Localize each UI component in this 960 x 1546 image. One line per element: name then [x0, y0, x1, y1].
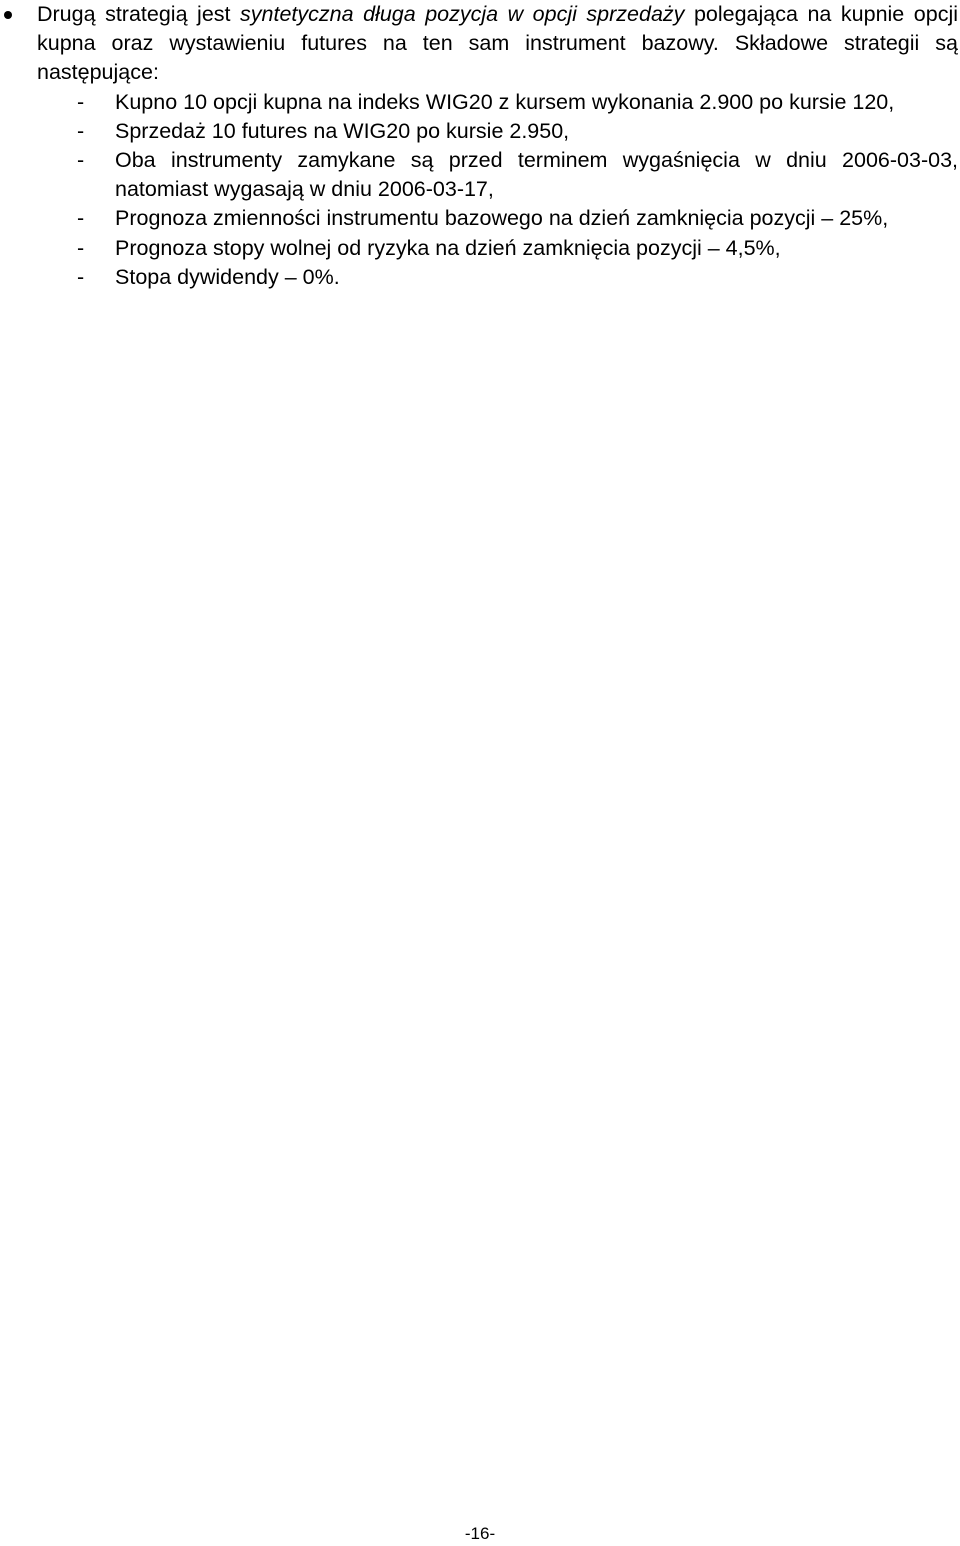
- list-item-text: Stopa dywidendy – 0%.: [115, 264, 340, 289]
- list-item: [0, 204, 960, 233]
- list-item: [0, 88, 960, 117]
- intro-text-end: polegająca na kupnie opcji kupna oraz wystawieniu futures na ten sam instrument bazowy. Składowe strategii są następujące:: [37, 2, 958, 85]
- list-item-text: Oba instrumenty zamykane są przed terminem wygaśnięcia w dniu 2006-03-03, natomiast wygasają w dniu 2006-03-17,: [115, 148, 958, 202]
- list-item-text: Sprzedaż 10 futures na WIG20 po kursie 2.950,: [115, 118, 570, 143]
- dash-icon: -: [77, 118, 85, 143]
- list-item-text: Prognoza stopy wolnej od ryzyka na dzień zamknięcia pozycji – 4,5%,: [115, 235, 781, 260]
- dash-icon: -: [77, 148, 85, 173]
- list-item: [0, 117, 960, 146]
- bullet-icon: [4, 11, 12, 19]
- list-item: [0, 263, 960, 292]
- dash-icon: -: [77, 206, 85, 231]
- dash-icon: -: [77, 264, 85, 289]
- list-item: [0, 234, 960, 263]
- strategy-name: syntetyczna długa pozycja w opcji sprzedaży: [240, 2, 685, 26]
- strategy-bullet: [0, 0, 960, 88]
- list-item-text: Kupno 10 opcji kupna na indeks WIG20 z kursem wykonania 2.900 po kursie 120,: [115, 89, 895, 114]
- dash-icon: -: [77, 89, 85, 114]
- intro-paragraph: [37, 2, 958, 84]
- intro-text-start: Drugą strategią jest: [37, 2, 241, 26]
- page-number: -16-: [464, 1524, 496, 1543]
- list-item-text: Prognoza zmienności instrumentu bazowego na dzień zamknięcia pozycji – 25%,: [115, 206, 889, 231]
- list-item: [0, 146, 960, 204]
- dash-icon: -: [77, 235, 85, 260]
- page-content: [0, 0, 960, 292]
- strategy-components-list: [0, 88, 960, 292]
